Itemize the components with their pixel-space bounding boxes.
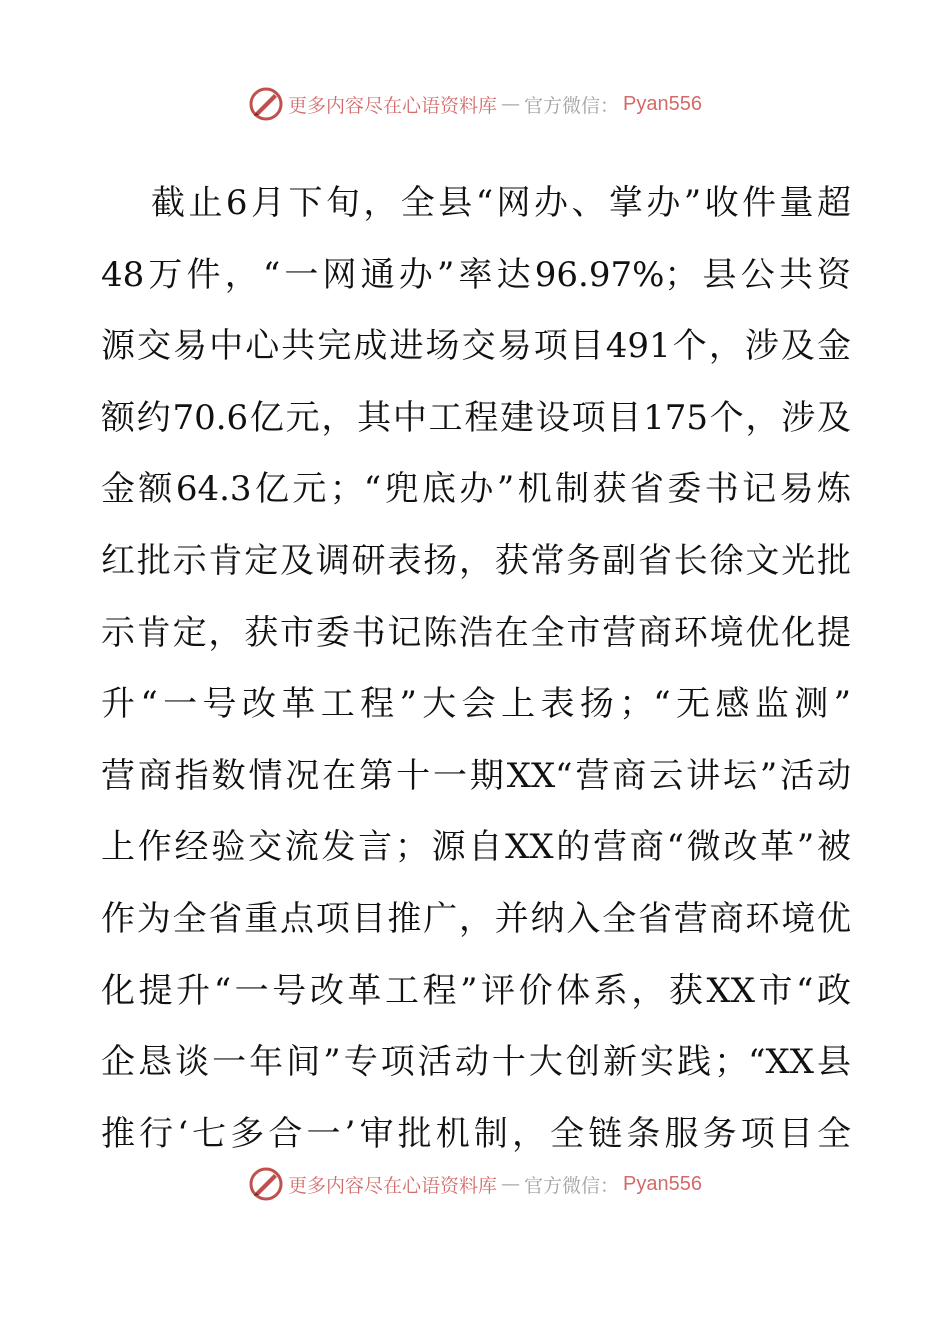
text-line: 截止6月下旬，全县“网办、掌办”收件量超 — [151, 183, 851, 223]
watermark-separator: — — [501, 93, 521, 115]
watermark-id: Pyan556 — [623, 1172, 702, 1195]
text-line: 上作经验交流发言；源自XX的营商“微改革”被 — [101, 827, 851, 868]
text-line: 化提升“一号改革工程”评价体系，获XX市“政 — [101, 970, 851, 1011]
watermark-separator: — — [501, 1173, 521, 1195]
text-line: 企恳谈一年间”专项活动十大创新实践；“XX县 — [101, 1042, 851, 1083]
pen-circle-icon — [248, 1166, 284, 1202]
text-line: 升“一号改革工程”大会上表扬；“无感监测” — [101, 684, 851, 725]
pen-circle-icon — [248, 86, 284, 122]
text-line: 金额64.3亿元；“兜底办”机制获省委书记易炼 — [101, 469, 851, 510]
watermark-brand: 更多内容尽在心语资料库 — [288, 1174, 498, 1197]
text-line: 红批示肯定及调研表扬，获常务副省长徐文光批 — [101, 540, 851, 581]
text-line: 额约70.6亿元，其中工程建设项目175个，涉及 — [101, 397, 851, 438]
header-watermark — [0, 82, 950, 126]
text-line: 作为全省重点项目推广，并纳入全省营商环境优 — [101, 898, 851, 939]
watermark-label: 官方微信： — [524, 94, 620, 117]
text-line: 48万件，“一网通办”率达96.97%；县公共资 — [101, 254, 851, 295]
text-line: 源交易中心共完成进场交易项目491个，涉及金 — [101, 326, 851, 367]
text-line: 推行‘七多合一’审批机制，全链条服务项目全 — [101, 1113, 851, 1154]
watermark-id: Pyan556 — [623, 92, 702, 115]
text-line: 营商指数情况在第十一期XX“营商云讲坛”活动 — [101, 755, 851, 796]
text-line: 示肯定，获市委书记陈浩在全市营商环境优化提 — [101, 612, 851, 653]
body-paragraph — [101, 168, 851, 1170]
watermark-label: 官方微信： — [524, 1174, 620, 1197]
watermark-brand: 更多内容尽在心语资料库 — [288, 94, 498, 117]
footer-watermark — [0, 1162, 950, 1206]
